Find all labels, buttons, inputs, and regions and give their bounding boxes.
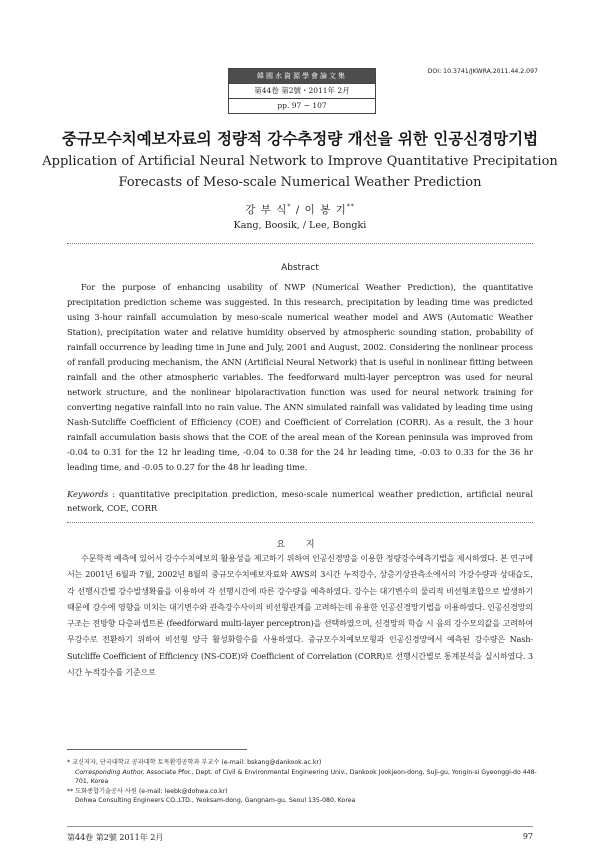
footer-journal-issue: 第44卷 第2號 2011年 2月 bbox=[67, 833, 164, 842]
footnotes bbox=[67, 758, 537, 806]
journal-volume: 第44卷 第2號・2011年 2月 bbox=[229, 83, 375, 98]
summary-body: 수문학적 예측에 있어서 강수수치예보의 활용성을 제고하기 위하여 인공신경망을 이용한 정량강수예측기법을 제시하였다. 본 연구에서는 2001년 6월과 7월, 2002년 8월의 중규모수치예보자료와 AWS의 3시간 누적강수, 상층기상관측소에서의 가강수량과 상대습도, 각 선행시간별 강수발생확률을 이용하여 각 선행시간에 따른 강수량을 예측하였다. 강수는 대기변수의 물리적 비선형조합으로 발생하기 때문에 강수에 영향을 미치는 대기변수와 관측강수사이의 비선형관계를 고려하는데 유용한 인공신경망기법을 이용하였다. 인공신경망의 구조는 전방향 다층퍼셉트론 (feedforward multi-layer perceptron)을 선택하였으며, 신경망의 학습 시 음의 강수모의값을 고려하여 무강수로 전환하기 위하여 비선형 양극 활성화함수를 사용하였다. 중규모수치예보모형과 인공신경망에서 예측된 강수량은 Nash-Sutcliffe Coefficient of Efficiency (NS-COE)와 Coefficient of Correlation (CORR)로 선행시간별로 통계분석을 실시하였다. 3시간 누적강수를 기준으로 bbox=[67, 554, 533, 678]
footnote-1-english bbox=[67, 768, 537, 787]
footer-rule bbox=[67, 826, 533, 827]
authors-english: Kang, Boosik, / Lee, Bongki bbox=[233, 220, 367, 231]
footnote-2: ** 도화종합기술공사 사원 (e-mail: leebk@dohwa.co.kr) bbox=[67, 787, 228, 795]
divider-middle bbox=[67, 522, 533, 523]
footnote-2-english: Dohwa Consulting Engineers CO.,LTD., Yeoksam-dong, Gangnam-gu, Seoul 135-080, Korea bbox=[75, 797, 356, 805]
page-number: 97 bbox=[522, 832, 533, 841]
keywords-list: quantitative precipitation prediction, meso-scale numerical weather prediction, artificial neural network, COE, CORR bbox=[67, 489, 533, 513]
summary-heading: 요 지 bbox=[276, 540, 324, 550]
footnote-1-english-text: Associate Pfor., Dept. of Civil & Environmental Engineering Univ., Dankook Jookjeon-dong, Suji-gu, Yongin-si Gyeonggi-do 448-701, Korea bbox=[75, 768, 537, 786]
title-english-line-2: Forecasts of Meso-scale Numerical Weather Prediction bbox=[118, 175, 482, 190]
author-1-korean: 강 부 식 bbox=[245, 204, 288, 216]
footnote-1: * 교신저자, 단국대학교 공과대학 토목환경공학과 부교수 (e-mail: bskang@dankook.ac.kr) bbox=[67, 759, 322, 766]
journal-header-box bbox=[228, 68, 376, 114]
journal-title: 韓國水資源學會論文集 bbox=[229, 69, 375, 83]
keywords-label: Keywords bbox=[67, 489, 109, 499]
author-1-mark: * bbox=[287, 203, 292, 211]
doi-text[interactable]: DOI: 10.3741/JKWRA.2011.44.2.097 bbox=[427, 68, 538, 75]
author-separator: / bbox=[291, 204, 305, 216]
journal-pages: pp. 97 ~ 107 bbox=[229, 98, 375, 113]
authors-korean bbox=[0, 202, 600, 217]
footnote-rule bbox=[67, 749, 247, 750]
paper-title-korean: 중규모수치예보자료의 정량적 강수추정량 개선을 위한 인공신경망기법 bbox=[61, 130, 539, 148]
divider-top bbox=[67, 243, 533, 244]
abstract-body: For the purpose of enhancing usability of NWP (Numerical Weather Prediction), the quantitative precipitation prediction scheme was suggested. In this research, precipitation by leading time was predicted using 3-hour rainfall accumulation by meso-scale numerical weather model and AWS (Automatic Weather Station), precipitation water and relative humidity observed by atmospheric sounding station, probability of rainfall occurrence by leading time in June and July, 2001 and August, 2002. Considering the nonlinear process of ranfall producing mechanism, the ANN (Artificial Neural Network) that is useful in nonlinear fitting between rainfall and the other atmospheric variables. The feedforward multi-layer perceptron was used for neural network structure, and the nonlinear bipolaractivation function was used for neural network training for converting negative rainfall into no rain value. The ANN simulated rainfall was validated by leading time using Nash-Sutcliffe Coefficient of Efficiency (COE) and Coefficient of Correlation (CORR). As a result, the 3 hour rainfall accumulation basis shows that the COE of the areal mean of the Korean peninsula was improved from -0.04 to 0.31 for the 12 hr leading time, -0.04 to 0.38 for the 24 hr leading time, -0.03 to 0.33 for the 36 hr leading time, and -0.05 to 0.27 for the 48 hr leading time. bbox=[67, 282, 533, 472]
keywords-separator: : bbox=[108, 489, 120, 499]
corresponding-author-label: Corresponding Author, bbox=[75, 768, 145, 776]
author-2-korean: 이 봉 기 bbox=[304, 204, 347, 216]
author-2-mark: ** bbox=[346, 203, 355, 211]
title-english-line-1: Application of Artificial Neural Network to Improve Quantitative Precipitation bbox=[42, 154, 558, 169]
abstract-heading: Abstract bbox=[281, 263, 319, 273]
paper-title-english bbox=[40, 151, 560, 193]
keywords bbox=[67, 487, 533, 515]
